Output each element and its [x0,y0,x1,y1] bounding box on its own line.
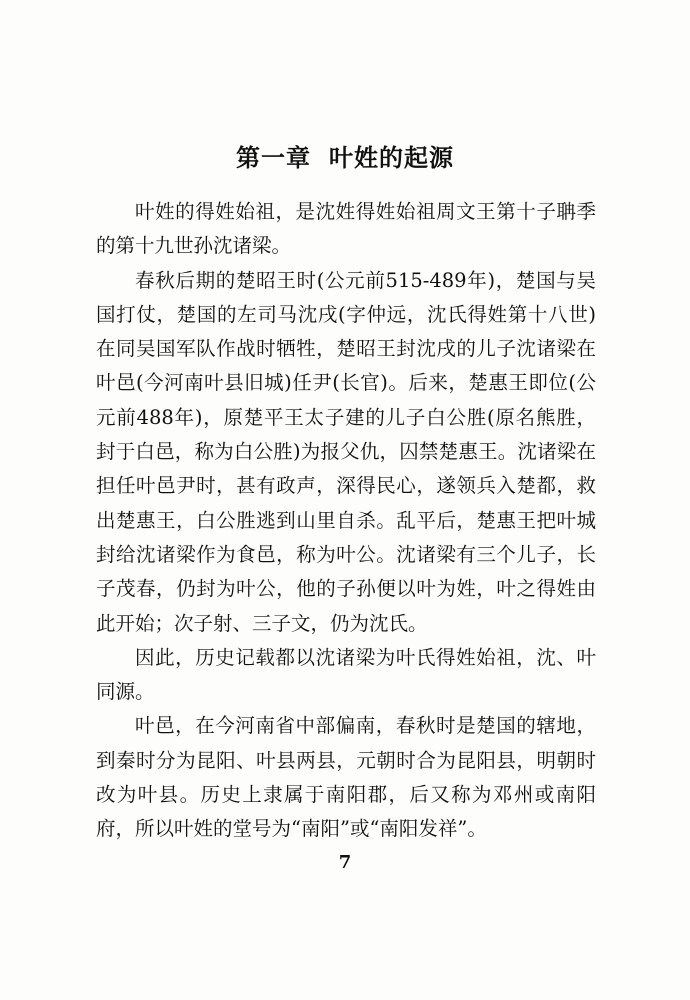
page-number: 7 [338,852,352,873]
chapter-number: 第一章 [236,144,311,172]
chapter-heading [0,138,690,173]
paragraph: 叶姓的得姓始祖，是沈姓得姓始祖周文王第十子聃季的第十九世孙沈诸梁。 [96,200,596,258]
body-text [96,195,596,847]
paragraph: 叶邑，在今河南省中部偏南，春秋时是楚国的辖地，到秦时分为昆阳、叶县两县，元朝时合为昆阳县，明朝时改为叶县。历史上隶属于南阳郡，后又称为邓州或南阳府，所以叶姓的堂号为“南阳”或“南阳发祥”。 [96,714,596,841]
paragraph: 因此，历史记载都以沈诸梁为叶氏得姓始祖，沈、叶同源。 [96,645,596,704]
chapter-title: 叶姓的起源 [329,144,454,172]
paragraph: 春秋后期的楚昭王时(公元前515-489年)，楚国与吴国打仗，楚国的左司马沈戌(字仲远，沈氏得姓第十八世)在同吴国军队作战时牺牲，楚昭王封沈戌的儿子沈诸梁在叶邑(今河南叶县旧城)任尹(长官)。后来，楚惠王即位(公元前488年)，原楚平王太子建的儿子白公胜(原名熊胜，封于白邑，称为白公胜)为报父仇，囚禁楚惠王。沈诸梁在担任叶邑尹时，甚有政声，深得民心，遂领兵入楚都，救出楚惠王，白公胜逃到山里自杀。乱平后，楚惠王把叶城封给沈诸梁作为食邑，称为叶公。沈诸梁有三个儿子，长子茂春，仍封为叶公，他的子孙便以叶为姓，叶之得姓由此开始；次子射、三子文，仍为沈氏。 [96,268,596,635]
